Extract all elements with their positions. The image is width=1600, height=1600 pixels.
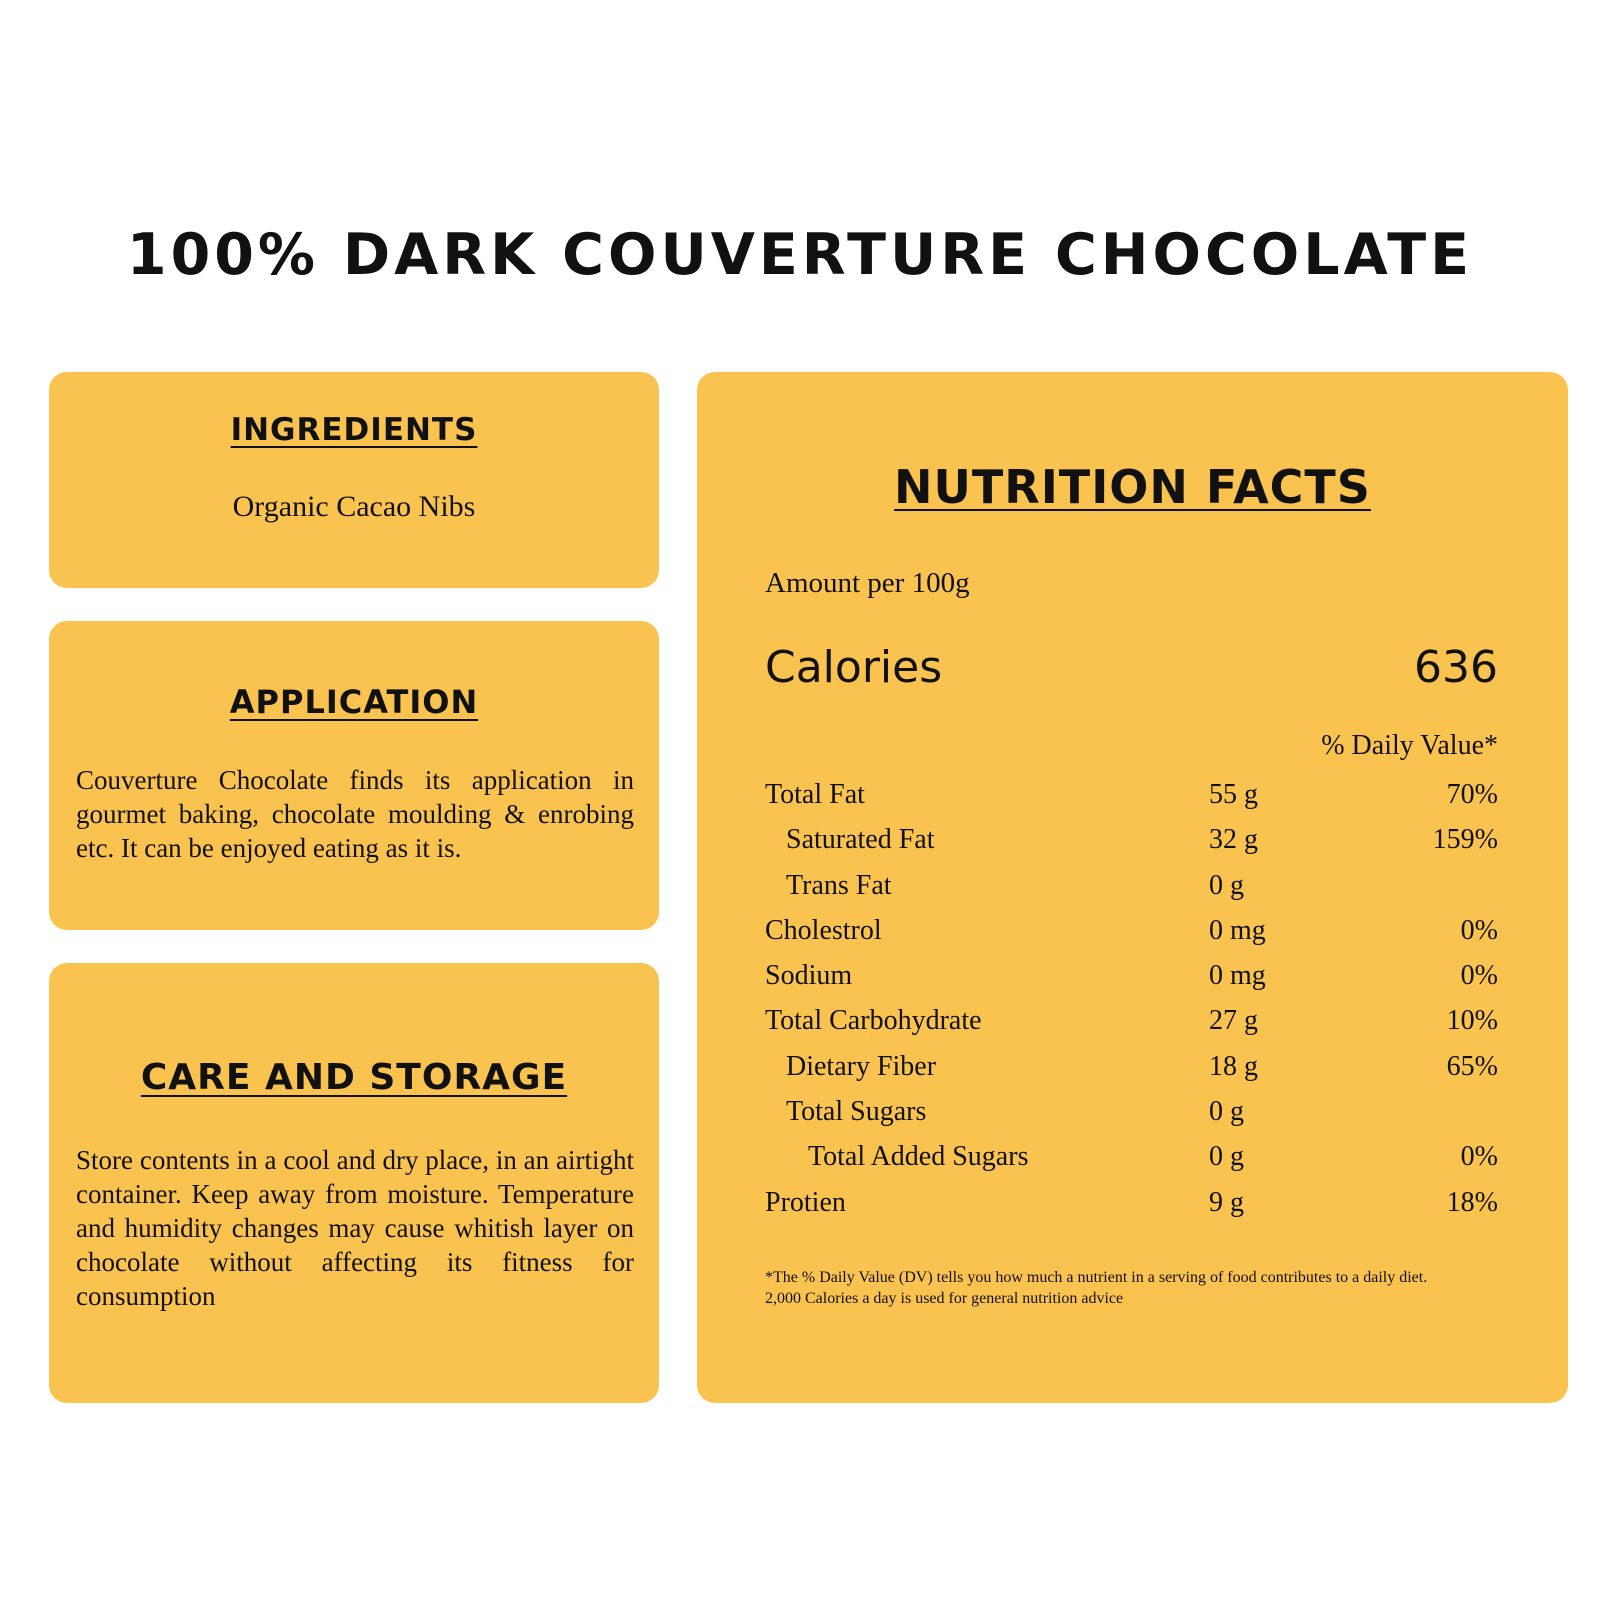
nutrition-facts-heading: NUTRITION FACTS: [894, 460, 1371, 514]
nutrient-name: Total Fat: [765, 779, 865, 810]
nutrient-daily-value: 65%: [1446, 1050, 1498, 1082]
nutrient-name: Cholestrol: [765, 914, 882, 946]
care-storage-heading: CARE AND STORAGE: [140, 1057, 568, 1098]
nutrient-daily-value: 0%: [1460, 960, 1498, 992]
nutrient-amount: 18 g: [1209, 1050, 1258, 1082]
nutrient-amount: 32 g: [1209, 824, 1258, 856]
care-storage-text: Store contents in a cool and dry place, in an airtight container. Keep away from moisture. Temperature and humidity changes may cause whitish layer on chocolate without affecting its fitness for consumption: [76, 1145, 634, 1311]
nutrient-amount: 9 g: [1209, 1186, 1244, 1218]
nutrient-name: Protien: [765, 1186, 846, 1218]
nutrient-amount: 0 mg: [1209, 914, 1266, 946]
nutrient-table: [765, 772, 1498, 1225]
nutrient-daily-value: 0%: [1460, 914, 1498, 946]
nutrient-daily-value: 10%: [1446, 1005, 1498, 1037]
nutrient-row: [765, 1044, 1498, 1089]
daily-value-footnote: [765, 1267, 1505, 1309]
nutrient-daily-value: 159%: [1432, 824, 1498, 856]
application-text: Couverture Chocolate finds its application in gourmet baking, chocolate moulding & enrobing etc. It can be enjoyed eating as it is.: [76, 765, 634, 863]
nutrient-amount: 0 g: [1209, 869, 1244, 901]
calories-value: 636: [1414, 642, 1498, 693]
application-heading: APPLICATION: [229, 683, 479, 721]
ingredients-card: [49, 372, 659, 588]
calories-label: Calories: [765, 642, 943, 693]
nutrient-row: [765, 1089, 1498, 1134]
nutrient-amount: 0 mg: [1209, 960, 1266, 992]
care-storage-card: [49, 963, 659, 1403]
nutrient-row: [765, 817, 1498, 862]
ingredients-heading: INGREDIENTS: [230, 412, 478, 448]
nutrient-daily-value: 0%: [1460, 1141, 1498, 1173]
footnote-line: 2,000 Calories a day is used for general nutrition advice: [765, 1290, 1124, 1307]
nutrition-facts-card: [697, 372, 1568, 1403]
nutrient-name: Dietary Fiber: [786, 1050, 937, 1082]
serving-amount: Amount per 100g: [765, 567, 970, 599]
nutrient-row: [765, 953, 1498, 998]
nutrient-row: [765, 863, 1498, 908]
nutrient-row: [765, 1134, 1498, 1179]
nutrient-row: [765, 998, 1498, 1043]
nutrient-amount: 55 g: [1209, 779, 1258, 810]
nutrient-amount: 0 g: [1209, 1096, 1244, 1128]
application-card: [49, 621, 659, 930]
nutrient-row: [765, 1180, 1498, 1225]
nutrient-name: Total Added Sugars: [808, 1141, 1029, 1173]
nutrient-name: Saturated Fat: [786, 824, 935, 856]
nutrient-amount: 0 g: [1209, 1141, 1244, 1173]
nutrient-row: [765, 772, 1498, 817]
nutrient-daily-value: 18%: [1446, 1186, 1498, 1218]
nutrient-name: Sodium: [765, 960, 853, 992]
page-title: 100% DARK COUVERTURE CHOCOLATE: [126, 222, 1474, 288]
ingredients-text: Organic Cacao Nibs: [232, 490, 476, 523]
nutrient-name: Total Sugars: [786, 1096, 927, 1128]
footnote-line: *The % Daily Value (DV) tells you how much a nutrient in a serving of food contributes to a daily diet.: [765, 1269, 1428, 1286]
nutrient-row: [765, 908, 1498, 953]
nutrient-name: Total Carbohydrate: [765, 1005, 982, 1037]
nutrient-daily-value: 70%: [1446, 779, 1498, 810]
nutrient-name: Trans Fat: [786, 869, 892, 901]
daily-value-header: % Daily Value*: [1321, 730, 1498, 761]
nutrient-amount: 27 g: [1209, 1005, 1258, 1037]
